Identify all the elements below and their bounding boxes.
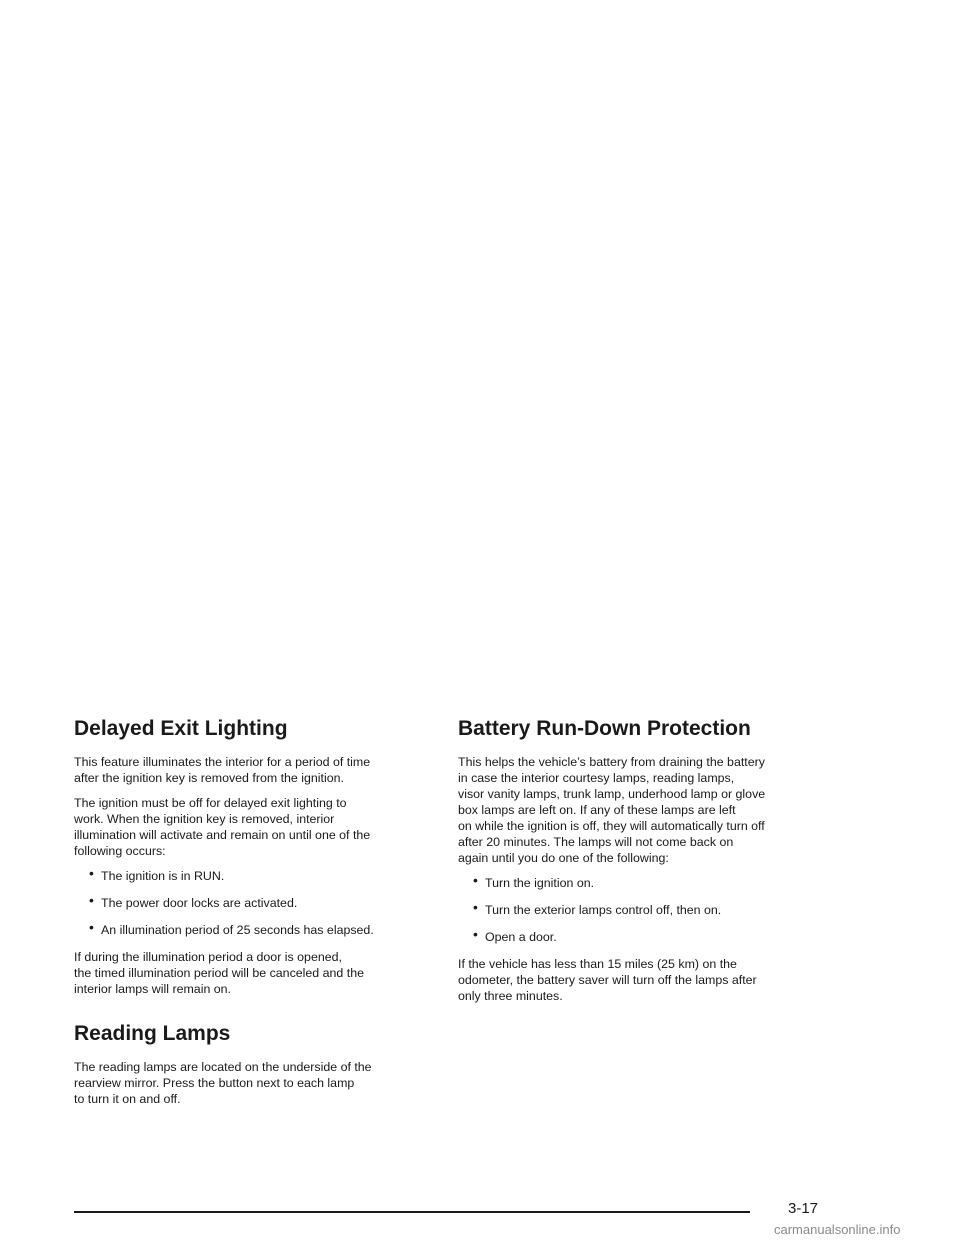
list-item	[89, 892, 430, 911]
battery-para-2: If the vehicle has less than 15 miles (25 km) on the odometer, the battery saver will turn off the lamps after only three minutes.	[458, 957, 757, 1003]
list-item-text: The ignition is in RUN.	[101, 869, 225, 883]
bullet-icon: •	[473, 872, 478, 888]
bullet-icon: •	[89, 919, 94, 935]
list-item-text: Turn the exterior lamps control off, then on.	[485, 903, 722, 917]
bullet-icon: •	[473, 899, 478, 915]
footer-rule	[74, 1211, 750, 1213]
delayed-exit-para-2: The ignition must be off for delayed exit lighting to work. When the ignition key is removed, interior illumination will activate and remain on until one of the following occurs:	[74, 796, 371, 858]
watermark-text: carmanualsonline.info	[774, 1222, 901, 1237]
reading-lamps-para-1: The reading lamps are located on the underside of the rearview mirror. Press the button next to each lamp to turn it on and off.	[74, 1060, 372, 1106]
bullet-icon: •	[473, 926, 478, 942]
delayed-exit-para-1: This feature illuminates the interior for a period of time after the ignition key is removed from the ignition.	[74, 755, 371, 785]
heading-battery-run-down-protection: Battery Run-Down Protection	[458, 717, 751, 740]
list-item-text: The power door locks are activated.	[101, 896, 298, 910]
list-item-text: Open a door.	[485, 930, 557, 944]
bullet-icon: •	[89, 865, 94, 881]
left-column	[74, 714, 430, 1116]
heading-delayed-exit-lighting: Delayed Exit Lighting	[74, 717, 288, 740]
delayed-exit-bullet-list	[74, 865, 430, 938]
list-item-text: An illumination period of 25 seconds has elapsed.	[101, 923, 374, 937]
list-item	[473, 872, 818, 891]
list-item	[89, 865, 430, 884]
list-item	[473, 899, 818, 918]
heading-reading-lamps: Reading Lamps	[74, 1022, 231, 1045]
list-item	[89, 919, 430, 938]
bullet-icon: •	[89, 892, 94, 908]
delayed-exit-para-3: If during the illumination period a door is opened, the timed illumination period will be canceled and the interior lamps will remain on.	[74, 950, 364, 996]
battery-para-1: This helps the vehicle’s battery from draining the battery in case the interior courtesy lamps, reading lamps, visor vanity lamps, trunk lamp, underhood lamp or glove box lamps are left on. If any of these lamps are left on while the ignition is off, they will automatically turn off after 20 minutes. The lamps will not come back on again until you do one of the following:	[458, 755, 766, 865]
list-item-text: Turn the ignition on.	[485, 876, 595, 890]
battery-bullet-list	[458, 872, 818, 945]
right-column	[458, 714, 818, 1013]
list-item	[473, 926, 818, 945]
page-number: 3-17	[788, 1200, 819, 1217]
